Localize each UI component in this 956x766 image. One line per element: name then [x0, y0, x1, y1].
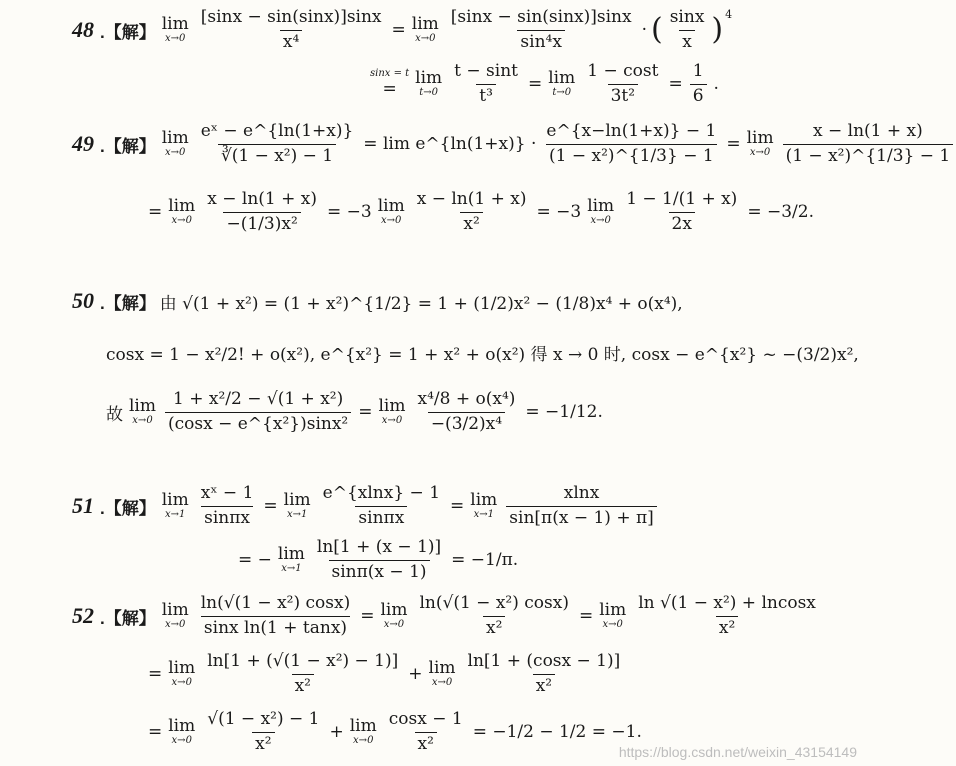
math-text: x⁴ — [280, 30, 302, 53]
problem-51-line-2 — [238, 538, 518, 582]
limit — [168, 718, 195, 746]
math-text: x→1 — [281, 563, 302, 575]
equals-sign: = — [148, 722, 163, 743]
equals-sign: = — [450, 496, 465, 517]
math-text: lim — [746, 128, 774, 149]
limit — [162, 492, 189, 520]
watermark: https://blog.csdn.net/weixin_43154149 — [618, 744, 857, 760]
math-text: lim — [599, 600, 627, 621]
math-text: x→0 — [171, 215, 192, 227]
limit — [470, 492, 497, 520]
math-text: xlnx — [563, 483, 600, 503]
equals-sign: = — [263, 496, 278, 517]
limit — [129, 398, 156, 426]
math-text: ln √(1 − x²) + lncosx — [638, 593, 816, 613]
result: = −3/2. — [747, 202, 814, 223]
limit — [587, 198, 614, 226]
math-text: x² — [483, 616, 505, 639]
math-text: lim — [380, 600, 408, 621]
math-text: x→0 — [590, 215, 611, 227]
problem-number: 49 — [72, 131, 94, 157]
problem-50-line-3 — [106, 390, 603, 434]
problem-52-line-2 — [148, 652, 626, 696]
math-text: sinx — [669, 7, 705, 27]
problem-number: 50 — [72, 288, 94, 313]
math-text: ln[1 + (cosx − 1)] — [467, 651, 621, 671]
math-text: [sinx − sin(sinx)]sinx — [200, 7, 382, 27]
limit — [599, 602, 626, 630]
limit — [378, 198, 405, 226]
math-text: x² — [533, 674, 555, 697]
math-text: e^{xlnx} − 1 — [322, 483, 441, 503]
math-text: [sinx − sin(sinx)]sinx — [450, 7, 632, 27]
math-text: x − ln(1 + x) — [813, 121, 923, 141]
math-text: x→0 — [165, 33, 186, 45]
limit — [162, 16, 189, 44]
math-text: lim — [378, 396, 406, 417]
math-text: lim — [161, 490, 189, 511]
result: = −1/π. — [451, 550, 519, 571]
math-text: x² — [415, 732, 437, 755]
fraction — [783, 122, 954, 166]
equals-sign: = — [360, 606, 375, 627]
problem-52-line-1 — [72, 594, 822, 638]
math-text: lim — [129, 396, 156, 417]
problem-49-line-2 — [148, 190, 814, 234]
problem-number: 48 — [72, 17, 94, 43]
paren-open: ( — [650, 12, 663, 48]
math-text: xˣ − 1 — [200, 483, 254, 503]
math-text: eˣ − e^{ln(1+x)} — [200, 121, 354, 141]
solution-tag: .【解】 — [100, 608, 156, 628]
equals-sign: = — [726, 134, 741, 155]
fraction — [204, 710, 322, 754]
limit — [162, 130, 189, 158]
math-text: (1 − x²)^{1/3} − 1 — [546, 144, 717, 167]
expansion-line: 由 √(1 + x²) = (1 + x²)^{1/2} = 1 + (1/2)x² − (1/8)x⁴ + o(x⁴), — [159, 293, 683, 314]
fraction — [416, 594, 572, 638]
math-text: 3t² — [608, 84, 638, 107]
limit — [380, 602, 407, 630]
expansion-line: cosx = 1 − x²/2! + o(x²), e^{x²} = 1 + x² + o(x²) 得 x → 0 时, cosx − e^{x²} ~ −(3/2)x², — [106, 345, 859, 365]
limit — [747, 130, 774, 158]
math-text: 1 − cost — [587, 61, 659, 81]
math-text: x→0 — [749, 147, 771, 159]
equals-minus-three: = −3 — [327, 202, 372, 223]
math-text: ln[1 + (x − 1)] — [316, 537, 442, 557]
math-text: x→0 — [165, 147, 186, 159]
equals-sign: = — [358, 402, 373, 423]
problem-52-line-3 — [148, 710, 642, 754]
math-text: t→0 — [419, 87, 439, 99]
math-text: lim — [587, 196, 615, 217]
equals-sign: = — [148, 202, 163, 223]
fraction — [386, 710, 466, 754]
math-text: sinπx — [201, 506, 253, 529]
problem-48-line-1 — [72, 8, 732, 52]
equals-minus-three: = −3 — [536, 202, 582, 223]
math-text: sinπ(x − 1) — [329, 560, 430, 583]
math-text: −(1/3)x² — [223, 212, 300, 235]
math-text: x − ln(1 + x) — [207, 189, 317, 209]
plus-sign: + — [329, 722, 344, 743]
problem-48-line-2 — [370, 62, 719, 106]
result-fraction — [690, 62, 707, 106]
equals-minus: = − — [238, 550, 272, 571]
math-text: x⁴/8 + o(x⁴) — [417, 389, 516, 409]
exponent: 4 — [725, 8, 733, 21]
fraction — [635, 594, 819, 638]
math-text: sin⁴x — [517, 30, 565, 53]
math-text: t − sint — [454, 61, 518, 81]
limit — [278, 546, 305, 574]
fraction — [320, 484, 443, 528]
math-text: 1 − 1/(1 + x) — [626, 189, 738, 209]
math-text: lim — [470, 490, 498, 511]
math-text: x→0 — [602, 619, 623, 631]
math-text: x→1 — [473, 509, 494, 521]
math-text: lim — [161, 128, 189, 149]
problem-50-line-2 — [106, 340, 859, 365]
math-text: lim — [168, 196, 196, 217]
math-text: x − ln(1 + x) — [416, 189, 527, 209]
equals-sign: = — [148, 664, 163, 685]
fraction — [623, 190, 740, 234]
limit — [168, 198, 195, 226]
math-text: (1 − x²)^{1/3} − 1 — [783, 144, 954, 167]
math-text: sinx ln(1 + tanx) — [201, 616, 350, 639]
middle-term: = lim e^{ln(1+x)} · — [363, 134, 537, 155]
therefore-word: 故 — [106, 404, 123, 425]
math-text: lim — [411, 14, 439, 35]
solution-tag: .【解】 — [100, 293, 156, 313]
math-text: lim — [428, 658, 456, 679]
math-text: x→0 — [171, 735, 192, 747]
math-text: x→0 — [431, 677, 453, 689]
fraction — [198, 8, 385, 52]
math-text: x² — [460, 212, 482, 235]
math-text: ln(√(1 − x²) cosx) — [419, 593, 569, 613]
math-text: x→0 — [171, 677, 192, 689]
math-text: x→0 — [381, 415, 403, 427]
math-text: lim — [349, 716, 377, 737]
problem-50-line-1 — [72, 288, 683, 314]
result: = −1/12. — [525, 402, 603, 423]
equals-sign: = — [528, 74, 543, 95]
fraction — [465, 652, 624, 696]
problem-51-line-1 — [72, 484, 660, 528]
math-text: x→0 — [383, 619, 405, 631]
substitution-equals — [370, 69, 409, 99]
problem-number: 51 — [72, 493, 94, 519]
problem-number: 52 — [72, 603, 94, 629]
math-text: x→1 — [165, 509, 186, 521]
equals-sign: = — [578, 606, 594, 627]
math-text: x² — [292, 674, 314, 697]
math-text: ln(√(1 − x²) cosx) — [200, 593, 351, 613]
math-text: x→0 — [353, 735, 374, 747]
math-text: x — [679, 30, 695, 53]
math-text: 2x — [669, 212, 695, 235]
math-text: sinπx — [355, 506, 407, 529]
fraction — [543, 122, 719, 166]
math-text: √(1 − x²) − 1 — [207, 709, 320, 729]
math-text: sin[π(x − 1) + π] — [506, 506, 657, 529]
fraction — [667, 8, 708, 52]
solution-tag: .【解】 — [100, 136, 156, 156]
math-text: lim — [161, 600, 189, 621]
fraction — [506, 484, 657, 528]
fraction — [198, 122, 357, 166]
math-text: 1 — [692, 61, 704, 81]
period: . — [713, 74, 719, 95]
math-text: sinx = t — [370, 68, 410, 80]
limit — [412, 16, 439, 44]
solution-tag: .【解】 — [100, 498, 156, 518]
limit — [429, 660, 456, 688]
math-text: t→0 — [552, 87, 572, 99]
math-text: 1 + x²/2 − √(1 + x²) — [173, 389, 344, 409]
math-text: 6 — [690, 84, 707, 107]
math-text: x→0 — [132, 415, 153, 427]
fraction — [314, 538, 444, 582]
math-text: lim — [377, 196, 405, 217]
math-text: lim — [548, 68, 576, 89]
fraction — [451, 62, 521, 106]
plus-sign: + — [408, 664, 423, 685]
fraction — [165, 390, 351, 434]
math-text: lim — [168, 658, 196, 679]
math-text: ∛(1 − x²) − 1 — [218, 144, 336, 167]
math-text: lim — [283, 490, 311, 511]
fraction — [204, 190, 320, 234]
fraction — [198, 594, 354, 638]
math-text: cosx − 1 — [388, 709, 463, 729]
limit — [284, 492, 311, 520]
paren-close: ) — [711, 12, 724, 48]
math-text: = — [382, 79, 397, 100]
limit — [548, 70, 575, 98]
equals-sign: = — [668, 74, 683, 95]
limit — [168, 660, 195, 688]
math-text: x→0 — [381, 215, 402, 227]
math-text: x² — [252, 732, 274, 755]
math-text: lim — [415, 68, 443, 89]
fraction — [448, 8, 635, 52]
math-text: x→0 — [165, 619, 186, 631]
fraction — [584, 62, 661, 106]
limit — [415, 70, 442, 98]
result: = −1/2 − 1/2 = −1. — [472, 722, 642, 743]
math-text: x² — [716, 616, 738, 639]
fraction — [198, 484, 257, 528]
equals-sign: = — [391, 20, 406, 41]
math-text: lim — [277, 544, 305, 565]
limit — [350, 718, 377, 746]
math-text: −(3/2)x⁴ — [428, 412, 505, 435]
limit — [162, 602, 189, 630]
math-text: lim — [168, 716, 196, 737]
fraction — [415, 390, 519, 434]
limit — [379, 398, 406, 426]
math-text: (cosx − e^{x²})sinx² — [165, 412, 351, 435]
times-sign: · — [641, 20, 647, 41]
problem-49-line-1 — [72, 122, 956, 166]
solution-tag: .【解】 — [100, 22, 156, 42]
math-text: lim — [161, 14, 189, 35]
math-text: t³ — [476, 84, 496, 107]
math-text: x→0 — [415, 33, 436, 45]
math-text: ln[1 + (√(1 − x²) − 1)] — [207, 651, 399, 671]
math-text: e^{x−ln(1+x)} − 1 — [546, 121, 717, 141]
math-text: x→1 — [286, 509, 308, 521]
fraction — [204, 652, 401, 696]
fraction — [414, 190, 530, 234]
